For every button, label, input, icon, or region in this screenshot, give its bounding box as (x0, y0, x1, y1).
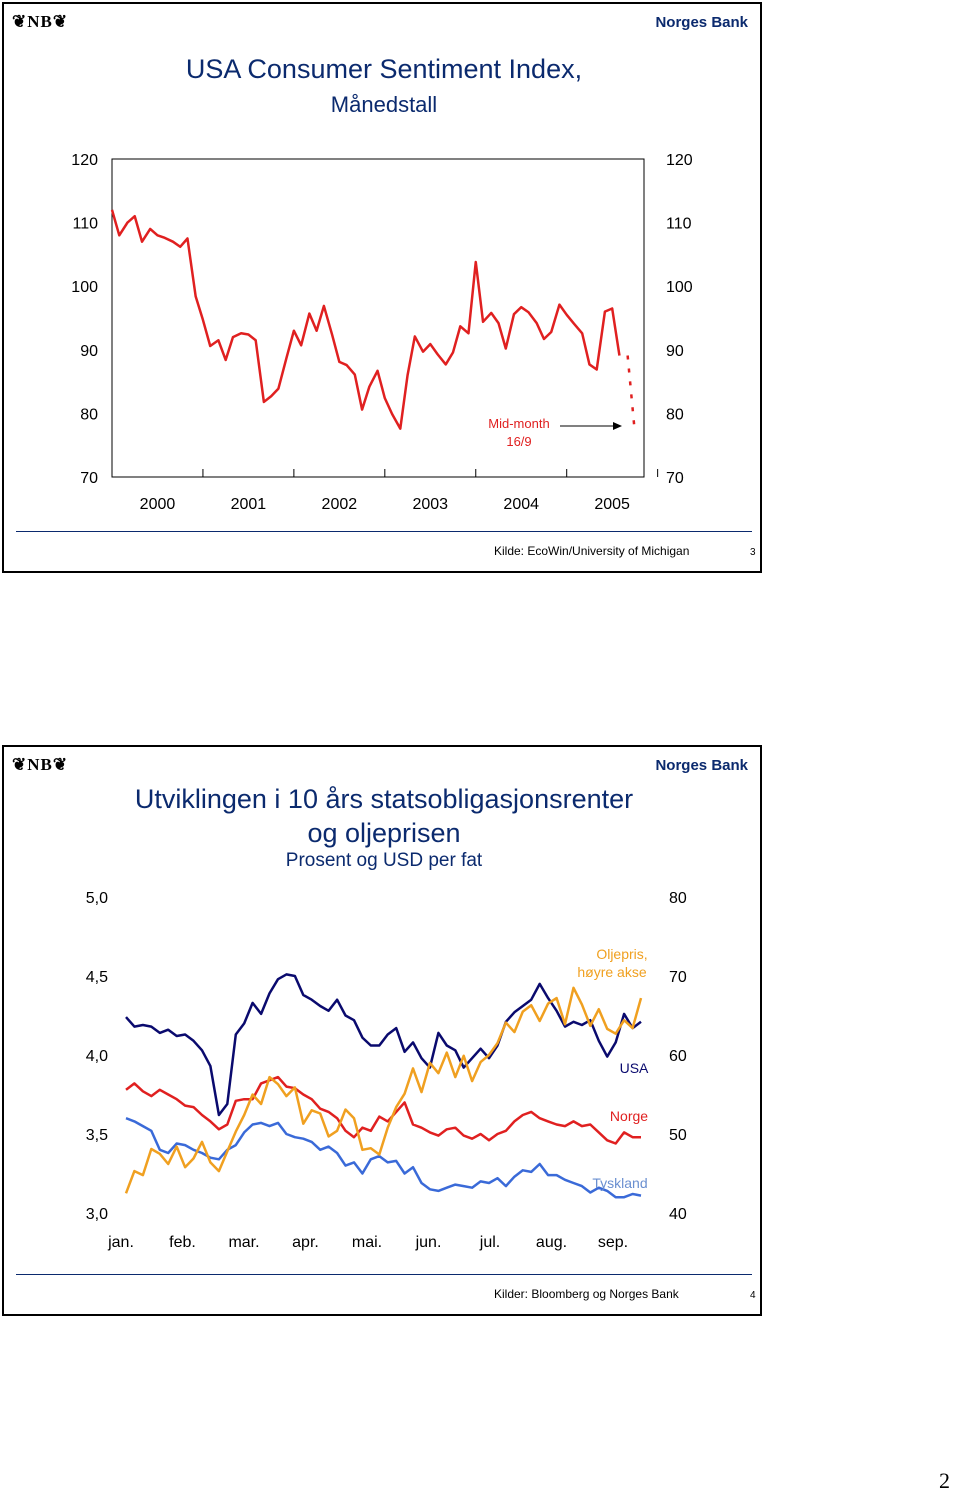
chart-title-line-1: Utviklingen i 10 års statsobligasjonsrenter (134, 784, 634, 814)
consumer-sentiment-chart (4, 4, 760, 571)
y-tick-label-left: 120 (71, 152, 98, 169)
series-line-oljepris (126, 988, 641, 1194)
y-tick-label-right: 80 (669, 890, 687, 907)
x-category-label: aug. (535, 1234, 568, 1251)
yields-oil-chart (4, 747, 760, 1314)
y-tick-label-left: 4,5 (85, 969, 108, 986)
slide-bond-yields-oil (2, 745, 762, 1316)
legend-oljepris-line-2: høyre akse (577, 964, 647, 980)
y-tick-label-right: 70 (669, 969, 687, 986)
slide-consumer-sentiment (2, 2, 762, 573)
y-tick-label-left: 3,5 (85, 1127, 108, 1144)
x-tick-label: 2003 (412, 496, 449, 513)
x-tick-label: 2002 (321, 496, 358, 513)
chart-title: USA Consumer Sentiment Index, (185, 54, 583, 84)
x-tick-label: 2000 (139, 496, 176, 513)
x-tick-label: 2004 (503, 496, 540, 513)
slide-number: 3 (750, 547, 756, 558)
legend-oljepris-line-1: Oljepris, (596, 946, 648, 962)
source-label: Kilder: Bloomberg og Norges Bank (494, 1287, 679, 1301)
y-tick-label-right: 50 (669, 1127, 687, 1144)
y-tick-label-left: 100 (71, 279, 98, 297)
chart-title-line-2: og oljeprisen (307, 818, 461, 848)
y-tick-label-left: 4,0 (85, 1048, 108, 1065)
nb-logo: ❦NB❦ (12, 755, 69, 774)
y-tick-label-right: 80 (666, 406, 684, 424)
series-line-tyskland (126, 1118, 641, 1197)
chart-subtitle: Prosent og USD per fat (285, 850, 483, 871)
legend-usa: USA (619, 1060, 649, 1076)
legend-tyskland: Tyskland (592, 1175, 648, 1191)
sentiment-line (112, 210, 619, 429)
footer-divider (16, 531, 752, 532)
y-tick-label-right: 70 (666, 470, 684, 487)
chart-subtitle: Månedstall (330, 92, 438, 117)
annotation-line-1: Mid-month (488, 416, 550, 431)
annotation-arrow-head (613, 422, 622, 430)
y-tick-label-left: 5,0 (85, 890, 108, 907)
y-tick-label-left: 110 (72, 215, 98, 233)
y-tick-label-right: 120 (666, 152, 693, 169)
document-page-number: 2 (939, 1468, 950, 1493)
series-line-norge (126, 1077, 641, 1143)
footer-divider (16, 1274, 752, 1275)
y-tick-label-left: 90 (80, 342, 98, 360)
y-tick-label-right: 110 (666, 215, 692, 233)
y-tick-label-left: 80 (80, 406, 98, 424)
x-category-label: jun. (415, 1234, 442, 1251)
y-tick-label-right: 60 (669, 1048, 687, 1065)
x-category-label: mai. (351, 1234, 383, 1251)
series-line-usa (126, 974, 641, 1115)
annotation-line-2: 16/9 (506, 434, 532, 449)
x-category-label: apr. (292, 1234, 319, 1251)
x-category-label: jan. (108, 1234, 134, 1251)
x-category-label: mar. (228, 1234, 260, 1251)
brand-name: Norges Bank (655, 14, 748, 31)
y-tick-label-right: 40 (669, 1206, 687, 1223)
x-category-label: jul. (479, 1234, 501, 1251)
y-tick-label-right: 100 (666, 279, 693, 297)
plot-frame (112, 159, 644, 477)
x-tick-label: 2001 (230, 496, 267, 513)
y-tick-label-left: 3,0 (85, 1206, 108, 1223)
nb-logo: ❦NB❦ (12, 12, 69, 31)
y-tick-label-left: 70 (80, 470, 98, 487)
x-tick-label: 2005 (594, 496, 630, 513)
forecast-dotted-line (628, 356, 635, 434)
y-tick-label-right: 90 (666, 342, 684, 360)
x-category-label: sep. (597, 1234, 629, 1251)
x-category-label: feb. (169, 1234, 196, 1251)
brand-name: Norges Bank (655, 757, 748, 774)
legend-norge: Norge (609, 1108, 649, 1124)
source-label: Kilde: EcoWin/University of Michigan (494, 544, 690, 558)
slide-number: 4 (750, 1290, 756, 1301)
